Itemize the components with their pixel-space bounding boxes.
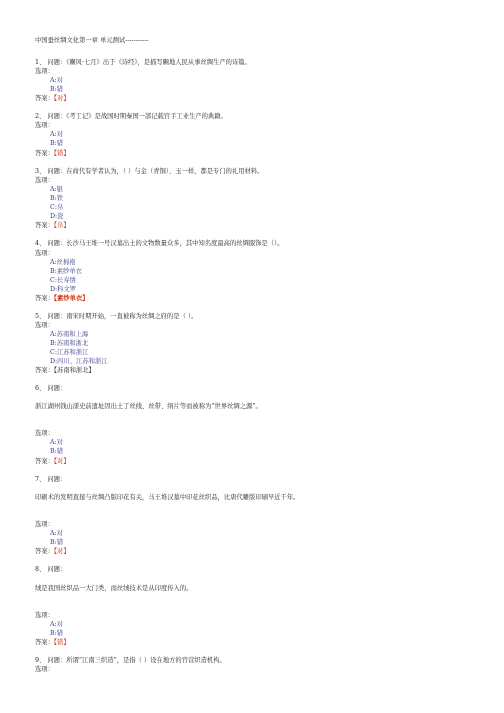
question-text: 《豳风·七月》出于《诗经》，是描写豳地人民从事丝绸生产的诗篇。 <box>66 59 251 66</box>
answer-value: 【素纱单衣】 <box>53 295 89 302</box>
question-number: 2、 <box>35 113 46 120</box>
option-a: A:对 <box>50 621 63 628</box>
answer-value: 【对】 <box>53 548 70 555</box>
answer-prefix: 答案： <box>35 458 54 465</box>
answer-prefix: 答案： <box>35 222 54 229</box>
question-text: 印刷术的发明直接与丝绸凸版印花有关，马王堆汉墓中印花丝织品，比唐代雕版印刷早近千年。 <box>35 494 300 501</box>
option-d: D:科文罗 <box>50 286 77 293</box>
question-label: 问题： <box>47 59 67 66</box>
options-label: 选项： <box>35 521 54 528</box>
answer-prefix: 答案： <box>35 95 54 102</box>
question-label: 问题： <box>47 240 67 247</box>
answer-5 <box>35 366 95 375</box>
answer-value: 【苏南和浙北】 <box>53 367 95 374</box>
question-number: 1、 <box>35 59 46 66</box>
answer-prefix: 答案： <box>35 639 54 646</box>
options-label: 选项： <box>35 612 54 619</box>
question-5 <box>35 312 197 321</box>
question-text: 所谓“江南三织造”，是指（ ）设在地方的官营织造机构。 <box>66 657 226 664</box>
option-c: C:长寿绣 <box>50 277 76 284</box>
option-d: D:四川、江苏和浙江 <box>50 358 108 365</box>
option-b: B:错 <box>50 630 64 637</box>
question-text: 南宋时期开始，一直被称为丝绸之府的是（ ）。 <box>66 313 198 320</box>
answer-value: 【对】 <box>53 458 70 465</box>
options-label: 选项： <box>35 250 54 257</box>
question-label: 问题： <box>47 313 67 320</box>
answer-3 <box>35 221 70 230</box>
options-label: 选项： <box>35 68 54 75</box>
question-text: 绒是我国丝织品一大门类，而丝绒技术是从印度传入的。 <box>35 585 193 592</box>
option-a: A:苏南和上海 <box>50 331 89 338</box>
answer-value: 【对】 <box>53 95 70 102</box>
option-b: B:铁 <box>50 195 64 202</box>
question-9 <box>35 656 226 665</box>
options-label: 选项： <box>35 430 54 437</box>
answer-prefix: 答案： <box>35 150 54 157</box>
answer-1 <box>35 94 70 103</box>
question-7 <box>35 475 66 484</box>
option-b: B:错 <box>50 539 64 546</box>
question-number: 6、 <box>35 385 46 392</box>
question-text: 在商代有学者认为，（ ）与金（青铜）、玉一样，都是专门的礼用材料。 <box>66 168 264 175</box>
question-number: 8、 <box>35 566 46 573</box>
answer-value: 【帛】 <box>53 222 70 229</box>
answer-value: 【错】 <box>53 639 70 646</box>
option-c: C:帛 <box>50 204 64 211</box>
question-8 <box>35 565 66 574</box>
question-text: 《考工记》是战国时期秦国一部记载官手工业生产的典籍。 <box>66 113 227 120</box>
answer-6 <box>35 457 70 466</box>
option-b: B:错 <box>50 140 64 147</box>
answer-8 <box>35 638 70 647</box>
option-a: A:对 <box>50 530 63 537</box>
question-1 <box>35 58 251 67</box>
question-label: 问题： <box>47 113 67 120</box>
question-label: 问题： <box>47 168 67 175</box>
option-a: A:对 <box>50 439 63 446</box>
option-b: B:素纱单衣 <box>50 268 82 275</box>
option-a: A:银 <box>50 186 63 193</box>
option-a: A:丝棉袍 <box>50 259 76 266</box>
question-text: 长沙马王堆一号汉墓出土的文物数量众多，其中知名度最高的丝绸服饰是（）。 <box>66 240 284 247</box>
option-a: A:对 <box>50 77 63 84</box>
option-b: B:错 <box>50 448 64 455</box>
answer-prefix: 答案： <box>35 548 54 555</box>
option-b: B:苏南和浙北 <box>50 340 89 347</box>
options-label: 选项： <box>35 666 54 673</box>
answer-prefix: 答案： <box>35 367 54 374</box>
options-label: 选项： <box>35 122 54 129</box>
option-c: C:江苏和浙江 <box>50 349 89 356</box>
options-label: 选项： <box>35 322 54 329</box>
answer-prefix: 答案： <box>35 295 54 302</box>
options-label: 选项： <box>35 177 54 184</box>
question-number: 3、 <box>35 168 46 175</box>
question-number: 4、 <box>35 240 46 247</box>
question-number: 9、 <box>35 657 46 664</box>
question-2 <box>35 112 227 121</box>
question-4 <box>35 239 283 248</box>
question-label: 问题： <box>47 385 67 392</box>
question-label: 问题： <box>47 566 67 573</box>
question-label: 问题： <box>47 476 67 483</box>
document-title: 中国蚕丝绸文化第一章 单元测试----------- <box>35 37 149 44</box>
answer-4 <box>35 294 89 303</box>
question-6 <box>35 384 66 393</box>
answer-value: 【错】 <box>53 150 70 157</box>
answer-2 <box>35 149 70 158</box>
answer-7 <box>35 547 70 556</box>
option-b: B:错 <box>50 86 64 93</box>
question-label: 问题： <box>47 657 67 664</box>
question-number: 7、 <box>35 476 46 483</box>
question-3 <box>35 167 263 176</box>
option-d: D:瓷 <box>50 213 64 220</box>
question-text: 浙江湖州钱山漾史前遗址因出土了丝线、丝带、绢片等而被称为“世界丝绸之源”。 <box>35 403 262 410</box>
option-a: A:对 <box>50 131 63 138</box>
question-number: 5、 <box>35 313 46 320</box>
